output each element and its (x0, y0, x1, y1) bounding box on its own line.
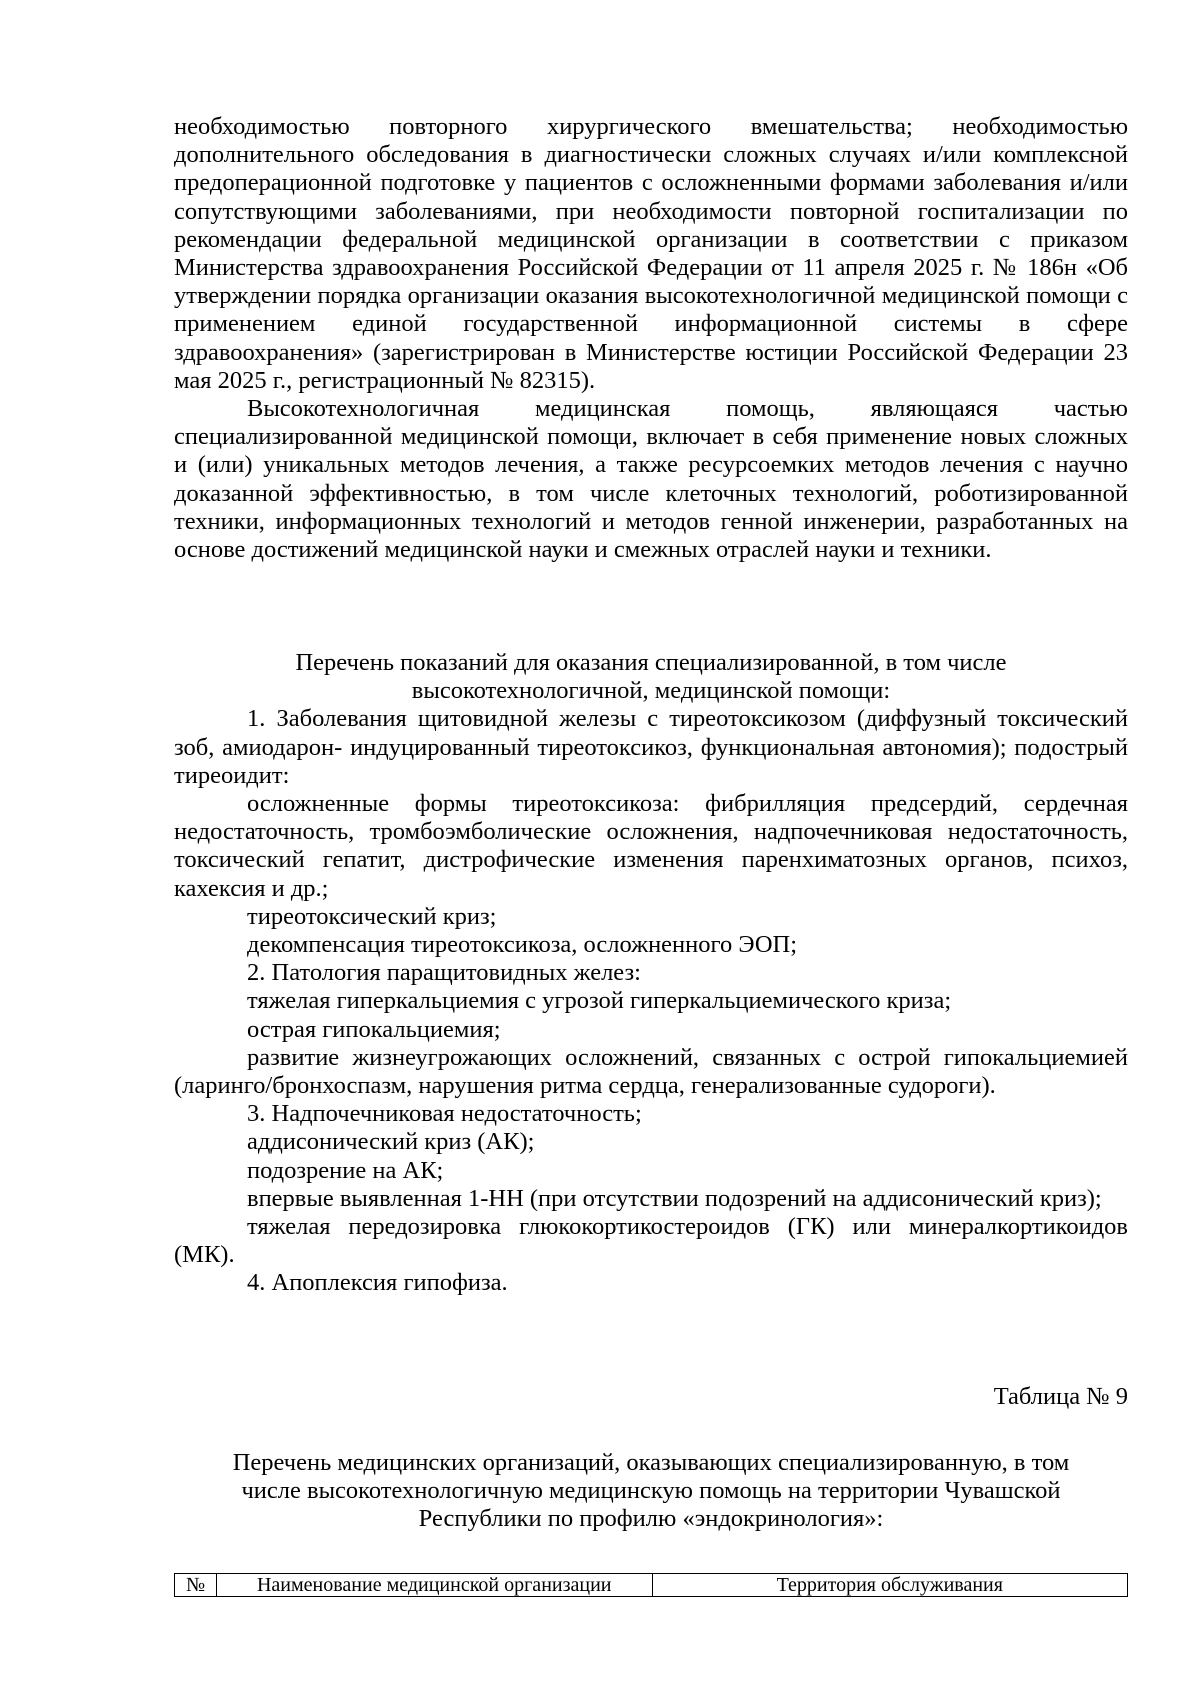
body-text (174, 113, 1128, 564)
indication-item: 2. Патология паращитовидных желез: (247, 959, 641, 987)
table-label: Таблица № 9 (993, 1383, 1128, 1410)
indication-item: тяжелая передозировка глюкокортикостероидов (ГК) или минералкортикоидов (МК). (174, 1213, 1128, 1269)
organizations-table (174, 1573, 1128, 1597)
column-number: № (175, 1574, 217, 1597)
table-title-line1: Перечень медицинских организаций, оказывающих специализированную, в том (232, 1449, 1070, 1476)
indications-heading-line2: высокотехнологичной, медицинской помощи: (411, 677, 891, 705)
indications-heading-line1: Перечень показаний для оказания специализированной, в том числе (295, 649, 1007, 676)
indication-item: 1. Заболевания щитовидной железы с тиреотоксикозом (диффузный токсический зоб, амиодарон- индуцированный тиреотоксикоз, функциональная автономия); подострый тиреоидит: (174, 705, 1128, 789)
paragraph-hitech-definition: Высокотехнологичная медицинская помощь, являющаяся частью специализированной медицинской помощи, включает в себя применение новых сложных и (или) уникальных методов лечения, а также ресурсоемких методов лечения с научно доказанной эффективностью, в том числе клеточных технологий, роботизированной техники, информационных технологий и методов генной инженерии, разработанных на основе достижений медицинской науки и смежных отраслей науки и техники. (174, 395, 1128, 564)
indication-item: развитие жизнеугрожающих осложнений, связанных с острой гипокальциемией (ларинго/бронхоспазм, нарушения ритма сердца, генерализованные судороги). (174, 1043, 1128, 1100)
indication-item: тяжелая гиперкальциемия с угрозой гиперкальциемического криза; (247, 987, 952, 1015)
paragraph-continuation: необходимостью повторного хирургического вмешательства; необходимостью дополнительного обследования в диагностически сложных случаях и/или комплексной предоперационной подготовке у пациентов с осложненными формами заболевания и/или сопутствующими заболеваниями, при необходимости повторной госпитализации по рекомендации федеральной медицинской организации в соответствии с приказом Министерства здравоохранения Российской Федерации от 11 апреля 2025 г. № 186н «Об утверждении порядка организации оказания высокотехнологичной медицинской помощи с применением единой государственной информационной системы в сфере здравоохранения» (зарегистрирован в Министерстве юстиции Российской Федерации 23 мая 2025 г., регистрационный № 82315). (174, 113, 1128, 394)
table-header-row (175, 1574, 1128, 1597)
indication-item: 3. Надпочечниковая недостаточность; (247, 1100, 642, 1128)
table-label-block (174, 1383, 1128, 1411)
table-title (174, 1449, 1128, 1534)
table-title-line3: Республики по профилю «эндокринология»: (418, 1505, 884, 1533)
indications-section (174, 649, 1128, 1298)
indication-item: декомпенсация тиреотоксикоза, осложненного ЭОП; (247, 931, 798, 959)
column-organization-name: Наименование медицинской организации (216, 1574, 652, 1597)
indication-item: аддисонический криз (АК); (247, 1128, 535, 1156)
indication-item: 4. Апоплексия гипофиза. (247, 1269, 508, 1297)
indication-item: осложненные формы тиреотоксикоза: фибрилляция предсердий, сердечная недостаточность, тромбоэмболические осложнения, надпочечниковая недостаточность, токсический гепатит, дистрофические изменения паренхиматозных органов, психоз, кахексия и др.; (174, 790, 1128, 902)
indication-item: тиреотоксический криз; (247, 902, 497, 930)
indication-item: подозрение на АК; (247, 1156, 444, 1184)
indication-item: острая гипокальциемия; (247, 1015, 501, 1043)
column-service-territory: Территория обслуживания (652, 1574, 1128, 1597)
table-title-line2: числе высокотехнологичную медицинскую помощь на территории Чувашской (241, 1477, 1061, 1505)
indication-item: впервые выявленная 1-НН (при отсутствии подозрений на аддисонический криз); (247, 1184, 1102, 1212)
